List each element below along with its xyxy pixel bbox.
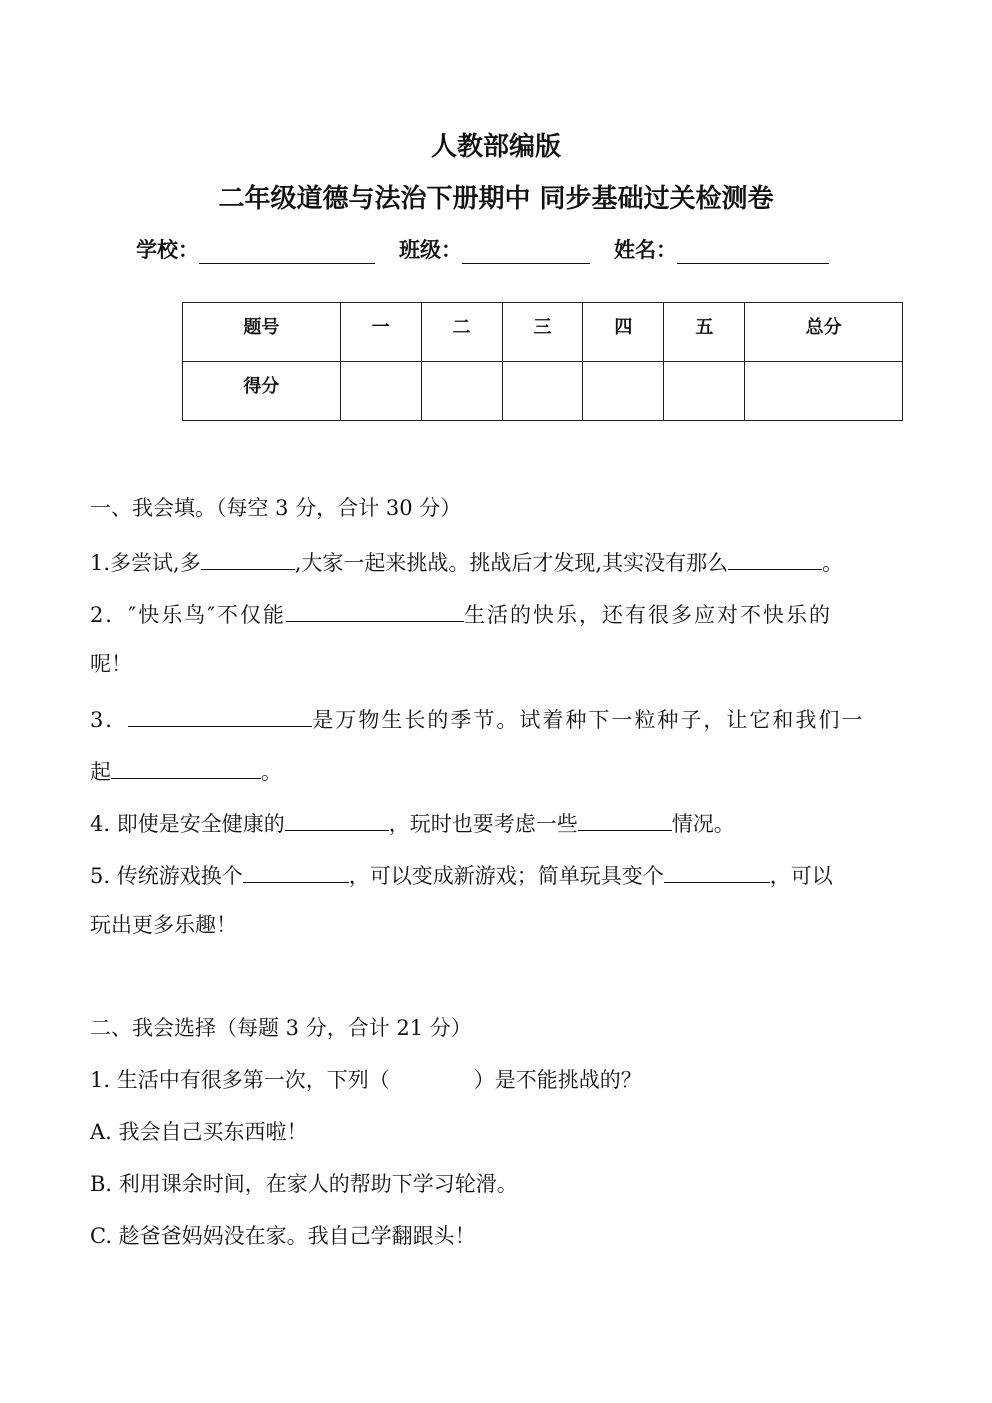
score-cell[interactable]: [745, 362, 903, 421]
score-cell[interactable]: [502, 362, 583, 421]
option-b[interactable]: B. 利用课余时间，在家人的帮助下学习轮滑。: [90, 1172, 518, 1196]
s1-question-3-cont: 起 。: [90, 756, 902, 785]
s1-question-1: 1.多尝试,多 ,大家一起来挑战。挑战后才发现,其实没有那么 。: [90, 547, 902, 576]
answer-blank[interactable]: [128, 704, 312, 727]
answer-blank[interactable]: [578, 808, 672, 831]
document-title: 人教部编版: [430, 132, 561, 162]
name-label: 姓名：: [614, 238, 677, 262]
s1-question-4: 4. 即使是安全健康的 ，玩时也要考虑一些 情况。: [90, 808, 902, 837]
score-cell[interactable]: [340, 362, 421, 421]
option-a[interactable]: A. 我会自己买东西啦！: [90, 1120, 308, 1144]
score-cell[interactable]: [664, 362, 745, 421]
s2-question-1: 1. 生活中有很多第一次，下列（ ）是不能挑战的？: [90, 1068, 642, 1092]
section2-heading: 二、我会选择（每题 3 分，合计 21 分）: [90, 1016, 472, 1040]
answer-blank[interactable]: [664, 860, 770, 883]
header-cell: 总分: [745, 303, 903, 362]
score-cell[interactable]: [583, 362, 664, 421]
s1-question-5-cont: 玩出更多乐趣！: [90, 913, 237, 937]
s1-question-2-cont: 呢！: [90, 652, 132, 676]
score-table-score-row: [183, 362, 903, 421]
student-info-line: [136, 234, 829, 264]
school-blank[interactable]: [199, 241, 375, 264]
header-cell: 三: [502, 303, 583, 362]
class-label: 班级：: [399, 238, 462, 262]
answer-blank[interactable]: [728, 547, 822, 570]
header-cell: 二: [421, 303, 502, 362]
answer-blank[interactable]: [243, 860, 349, 883]
answer-blank[interactable]: [286, 599, 464, 622]
score-table-header-row: [183, 303, 903, 362]
s1-question-5: 5. 传统游戏换个 ，可以变成新游戏；简单玩具变个 ，可以: [90, 860, 902, 889]
answer-blank[interactable]: [285, 808, 389, 831]
option-c[interactable]: C. 趁爸爸妈妈没在家。我自己学翻跟头！: [90, 1224, 476, 1248]
score-table: [182, 302, 903, 421]
header-cell: 四: [583, 303, 664, 362]
score-cell[interactable]: [421, 362, 502, 421]
answer-blank[interactable]: [201, 547, 295, 570]
name-blank[interactable]: [677, 241, 829, 264]
header-cell: 五: [664, 303, 745, 362]
header-cell: 题号: [183, 303, 341, 362]
s1-question-3: 3． 是万物生长的季节。试着种下一粒种子，让它和我们一: [90, 704, 902, 733]
s1-question-2: 2．″快乐鸟″不仅能 生活的快乐，还有很多应对不快乐的: [90, 599, 902, 628]
section1-heading: 一、我会填。（每空 3 分，合计 30 分）: [90, 496, 462, 520]
document-subtitle: 二年级道德与法治下册期中 同步基础过关检测卷: [218, 184, 774, 214]
class-blank[interactable]: [462, 241, 590, 264]
school-label: 学校：: [136, 238, 199, 262]
answer-blank[interactable]: [111, 756, 261, 779]
score-row-label: 得分: [183, 362, 341, 421]
header-cell: 一: [340, 303, 421, 362]
